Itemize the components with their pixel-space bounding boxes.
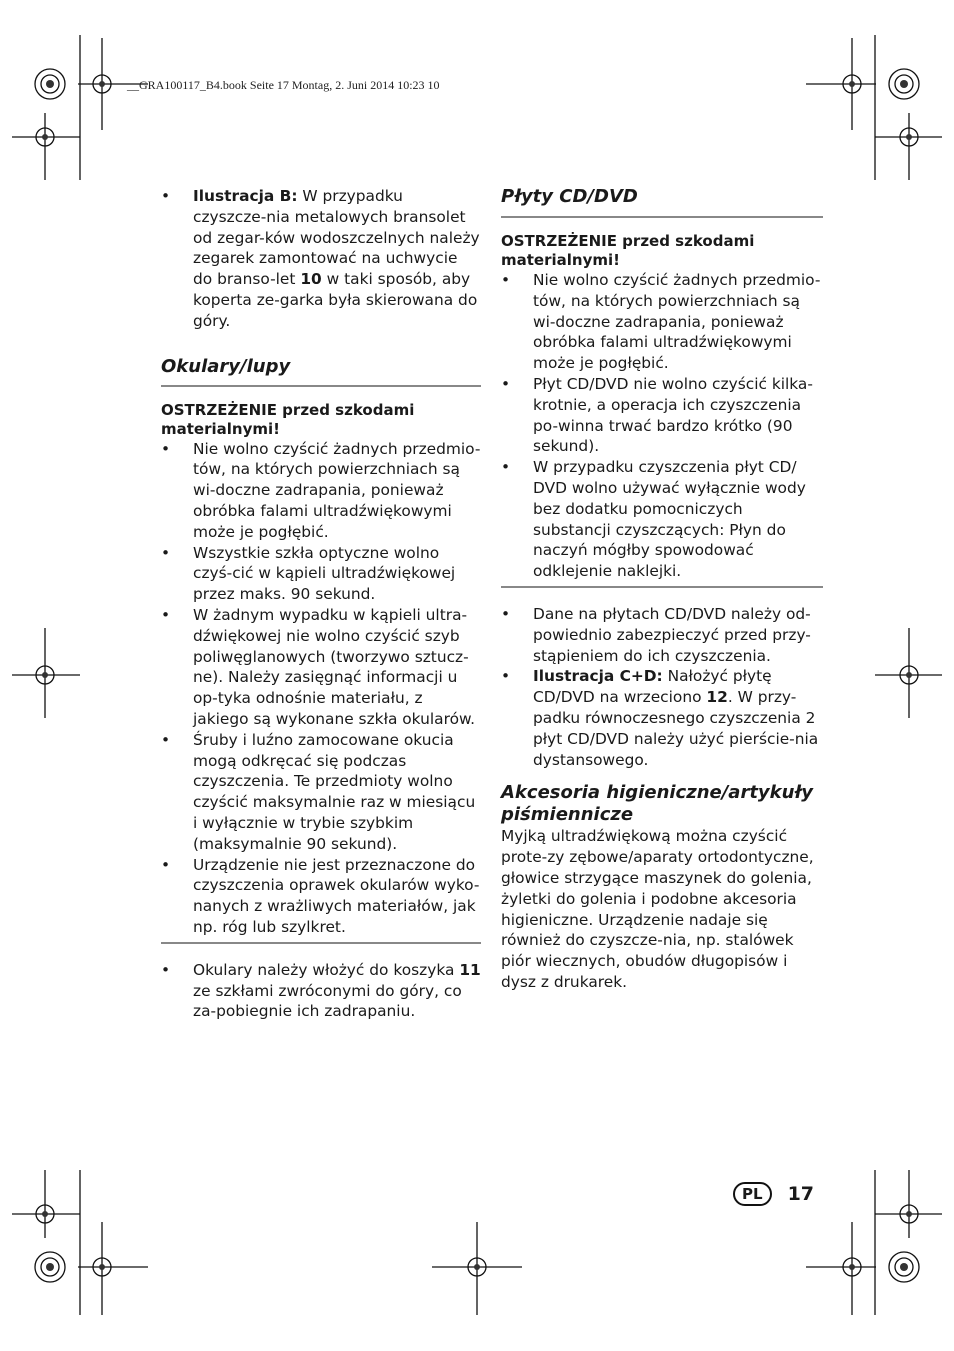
list-item: • Dane na płytach CD/DVD należy od-powiednio zabezpieczyć przed przy-stąpieniem do ich czyszczenia.	[501, 604, 823, 666]
warning-item: • Śruby i luźno zamocowane okucia mogą odkręcać się podczas czyszczenia. Te przedmioty wolno czyścić maksymalnie raz w miesiącu i wyłącznie w trybie szybkim (maksymalnie 90 sekund).	[161, 730, 481, 855]
section-heading: Akcesoria higieniczne/artykuły piśmiennicze	[501, 782, 813, 826]
warning-item: • W przypadku czyszczenia płyt CD/ DVD wolno używać wyłącznie wody bez dodatku pomocniczych substancji czyszczących: Płyn do naczyń mógłby spowodować odklejenie naklejki.	[501, 457, 823, 582]
warning-title: OSTRZEŻENIE przed szkodami materialnymi!	[161, 400, 415, 438]
list-item: • Ilustracja C+D: Nałożyć płytę CD/DVD na wrzeciono 12. W przy-padku równoczesnego czyszczenia 2 płyt CD/DVD należy użyć pierście-nia dystansowego.	[501, 666, 823, 770]
right-column	[501, 186, 823, 993]
left-column	[161, 186, 481, 1022]
warning-item: • W żadnym wypadku w kąpieli ultra-dźwiękowej nie wolno czyścić szyb poliwęglanowych (tworzywo sztucz-ne). Należy zasięgnąć informacji u op-tyka odnośnie materiału, z jakiego są wykonane szkła okularów.	[161, 605, 481, 730]
warning-item: • Urządzenie nie jest przeznaczone do czyszczenia oprawek okularów wyko-nanych z wrażliwych materiałów, jak np. róg lub szylkret.	[161, 855, 481, 938]
list-item: • Okulary należy włożyć do koszyka 11 ze szkłami zwróconymi do góry, co za-pobiegnie ich zadrapaniu.	[161, 960, 481, 1022]
warning-item: • Nie wolno czyścić żadnych przedmio-tów, na których powierzchniach są wi-doczne zadrapania, ponieważ obróbka falami ultradźwiękowymi może je pogłębić.	[161, 439, 481, 543]
warning-item: • Płyt CD/DVD nie wolno czyścić kilka-krotnie, a operacja ich czyszczenia po-winna trwać bardzo krótko (90 sekund).	[501, 374, 823, 457]
divider	[161, 942, 481, 944]
section-heading: Płyty CD/DVD	[501, 186, 638, 207]
section-heading: Okulary/lupy	[161, 355, 291, 377]
warning-item: • Wszystkie szkła optyczne wolno czyś-cić w kąpieli ultradźwiękowej przez maks. 90 sekund.	[161, 543, 481, 605]
divider	[501, 586, 823, 588]
warning-title: OSTRZEŻENIE przed szkodami materialnymi!	[501, 232, 755, 269]
language-badge: PL	[733, 1182, 772, 1206]
paragraph: Myjką ultradźwiękową można czyścić prote-zy zębowe/aparaty ortodontyczne, głowice strzygące maszynek do golenia, żyletki do golenia i podobne akcesoria higieniczne. Urządzenie nadaje się również do czyszcze-nia, np. stalówek piór wiecznych, obudów długopisów i dysz z drukarek.	[501, 827, 814, 991]
print-slug: __GRA100117_B4.book Seite 17 Montag, 2. Juni 2014 10:23 10	[127, 78, 440, 92]
warning-item: • Nie wolno czyścić żadnych przedmio-tów, na których powierzchniach są wi-doczne zadrapania, ponieważ obróbka falami ultradźwiękowymi może je pogłębić.	[501, 270, 823, 374]
list-item: • Ilustracja B: W przypadku czyszcze-nia metalowych bransolet od zegar-ków wodoszczelnych należy zegarek zamontować na uchwycie do branso-let 10 w taki sposób, aby koperta ze-garka była skierowana do góry.	[161, 186, 481, 332]
page-footer	[733, 1182, 814, 1206]
page-number: 17	[787, 1183, 815, 1205]
